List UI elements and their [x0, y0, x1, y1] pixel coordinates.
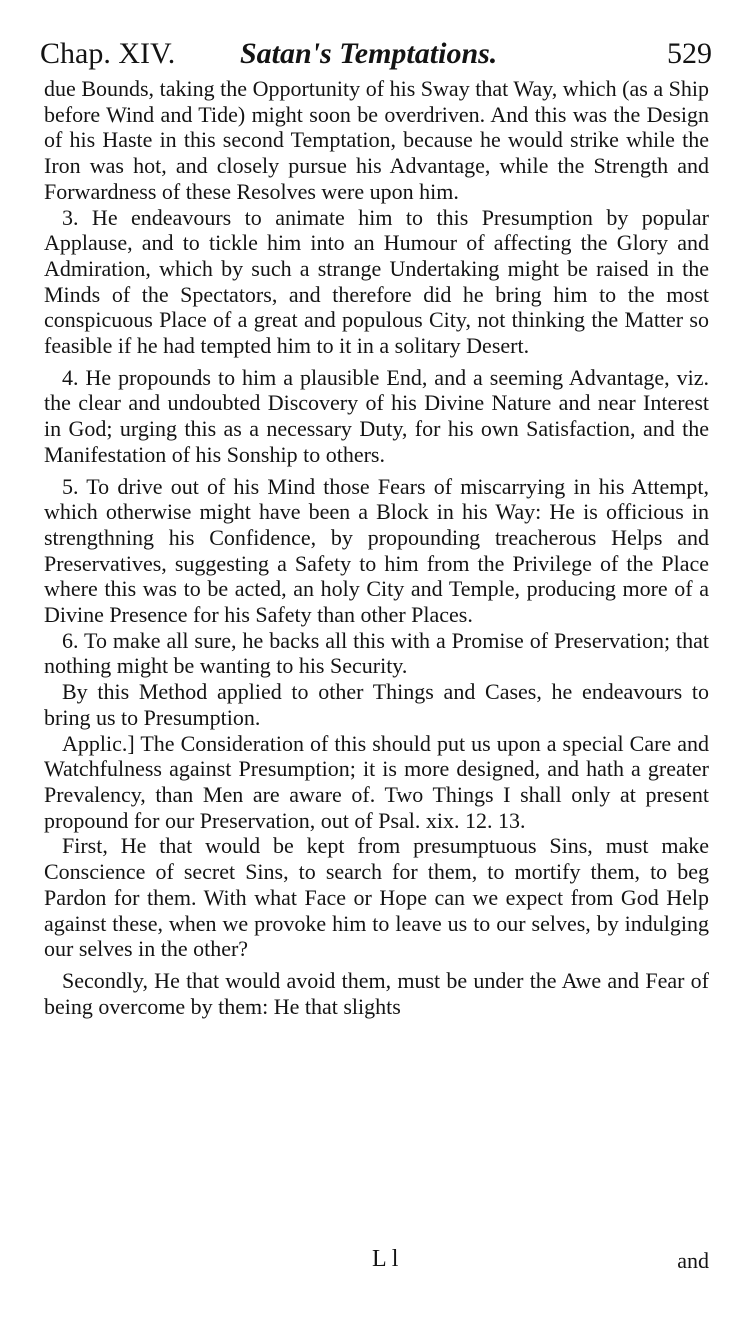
paragraph-application: Applic.] The Consideration of this should put us upon a special Care and Watchfulness against Presumption; it is more designed, and hath a greater Prevalency, than Men are aware of. Two Things I shall only at present propound for our Preservation, out of Psal. xix. 12. 13.	[44, 730, 709, 833]
paragraph-point-6: 6. To make all sure, he backs all this with a Promise of Preservation; that nothing might be wanting to his Security.	[44, 627, 709, 679]
paragraph-point-4: 4. He propounds to him a plausible End, and a seeming Advantage, viz. the clear and undoubted Discovery of his Divine Nature and near Interest in God; urging this as a necessary Duty, for his own Satisfaction, and the Manifestation of his Sonship to others.	[44, 364, 709, 467]
signature-mark: L l	[372, 1246, 399, 1272]
chapter-label: Chap. XIV.	[40, 37, 176, 70]
running-header	[40, 32, 712, 76]
page-footer	[44, 1244, 709, 1274]
paragraph-point-3: 3. He endeavours to animate him to this Presumption by popular Applause, and to tickle him into an Humour of affecting the Glory and Admiration, which by such a strange Undertaking might be raised in the Minds of the Spectators, and therefore did he bring him to the most conspicuous Place of a great and populous City, not thinking the Matter so feasible if he had tempted him to it in a solitary Desert.	[44, 204, 709, 359]
paragraph-continuation: due Bounds, taking the Opportunity of his Sway that Way, which (as a Ship before Wind and Tide) might soon be overdriven. And this was the Design of his Haste in this second Temptation, because he would strike while the Iron was hot, and closely pursue his Advantage, while the Strength and Forwardness of these Resolves were upon him.	[44, 76, 709, 204]
paragraph-method: By this Method applied to other Things and Cases, he endeavours to bring us to Presumption.	[44, 679, 709, 730]
paragraph-point-5: 5. To drive out of his Mind those Fears of miscarrying in his Attempt, which otherwise might have been a Block in his Way: He is officious in strengthning his Confidence, by propounding treacherous Helps and Preservatives, suggesting a Safety to him from the Privilege of the Place where this was to be acted, an holy City and Temple, producing more of a Divine Presence for his Safety than other Places.	[44, 473, 709, 628]
paragraph-first: First, He that would be kept from presumptuous Sins, must make Conscience of secret Sins, to search for them, to mortify them, to beg Pardon for them. With what Face or Hope can we expect from God Help against these, when we provoke him to leave us to our selves, by indulging our selves in the other?	[44, 833, 709, 962]
body-text	[44, 76, 709, 1019]
paragraph-secondly: Secondly, He that would avoid them, must be under the Awe and Fear of being overcome by them: He that slights	[44, 967, 709, 1019]
running-title: Satan's Temptations.	[240, 37, 498, 70]
catchword: and	[677, 1248, 709, 1273]
page-number: 529	[667, 37, 712, 70]
